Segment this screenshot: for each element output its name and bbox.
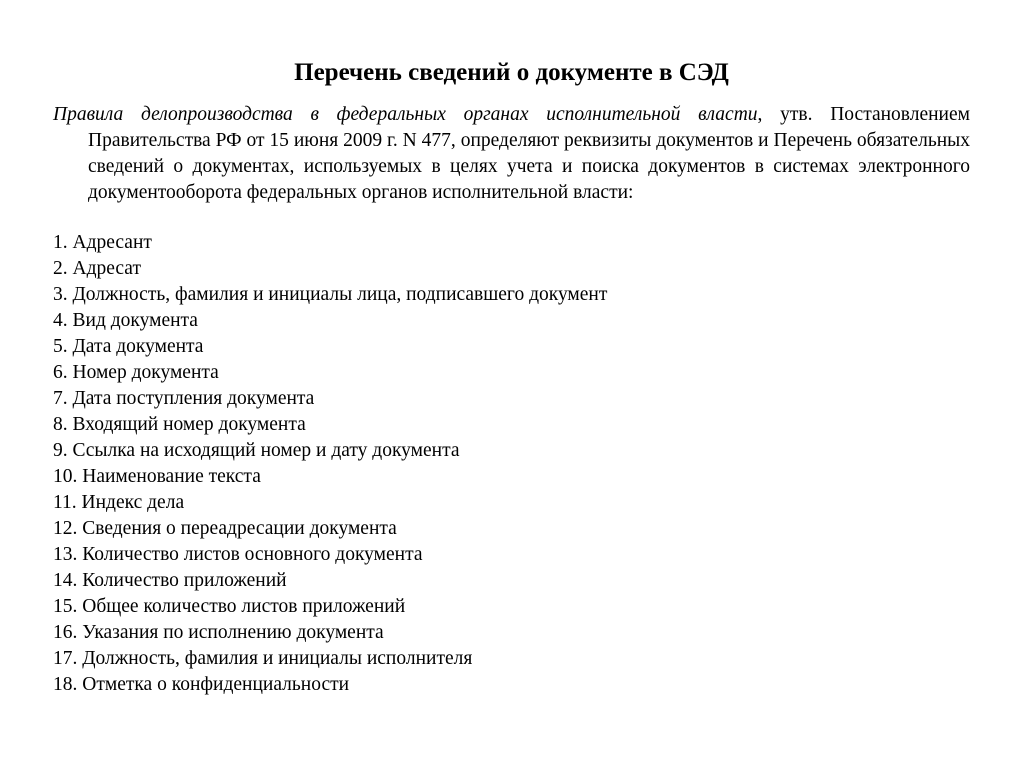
slide-title: Перечень сведений о документе в СЭД [294, 59, 729, 86]
list-item: 15. Общее количество листов приложений [53, 596, 406, 617]
list-item: 5. Дата документа [53, 336, 204, 357]
list-item: 10. Наименование текста [53, 466, 261, 487]
requisites-list [53, 230, 970, 698]
list-item: 4. Вид документа [53, 310, 198, 331]
list-item: 7. Дата поступления документа [53, 388, 315, 409]
list-item: 3. Должность, фамилия и инициалы лица, подписавшего документ [53, 284, 608, 305]
list-item: 2. Адресат [53, 258, 141, 279]
intro-text: , утв. Постановлением Правительства РФ от 15 июня 2009 г. N 477, определяют реквизиты документов и Перечень обязательных сведений о документах, используемых в целях учета и поиска документов в системах электронного документооборота федеральных органов исполнительной власти: [88, 104, 970, 203]
list-item: 11. Индекс дела [53, 492, 185, 513]
intro-paragraph [53, 102, 970, 206]
list-item: 16. Указания по исполнению документа [53, 622, 384, 643]
rules-reference: Правила делопроизводства в федеральных органах исполнительной власти [53, 104, 758, 125]
list-item: 14. Количество приложений [53, 570, 287, 591]
list-item: 17. Должность, фамилия и инициалы исполнителя [53, 648, 473, 669]
list-item: 12. Сведения о переадресации документа [53, 518, 397, 539]
list-item: 13. Количество листов основного документа [53, 544, 423, 565]
list-item: 8. Входящий номер документа [53, 414, 306, 435]
list-item: 18. Отметка о конфиденциальности [53, 674, 350, 695]
list-item: 9. Ссылка на исходящий номер и дату документа [53, 440, 460, 461]
list-item: 1. Адресант [53, 232, 152, 253]
list-item: 6. Номер документа [53, 362, 219, 383]
